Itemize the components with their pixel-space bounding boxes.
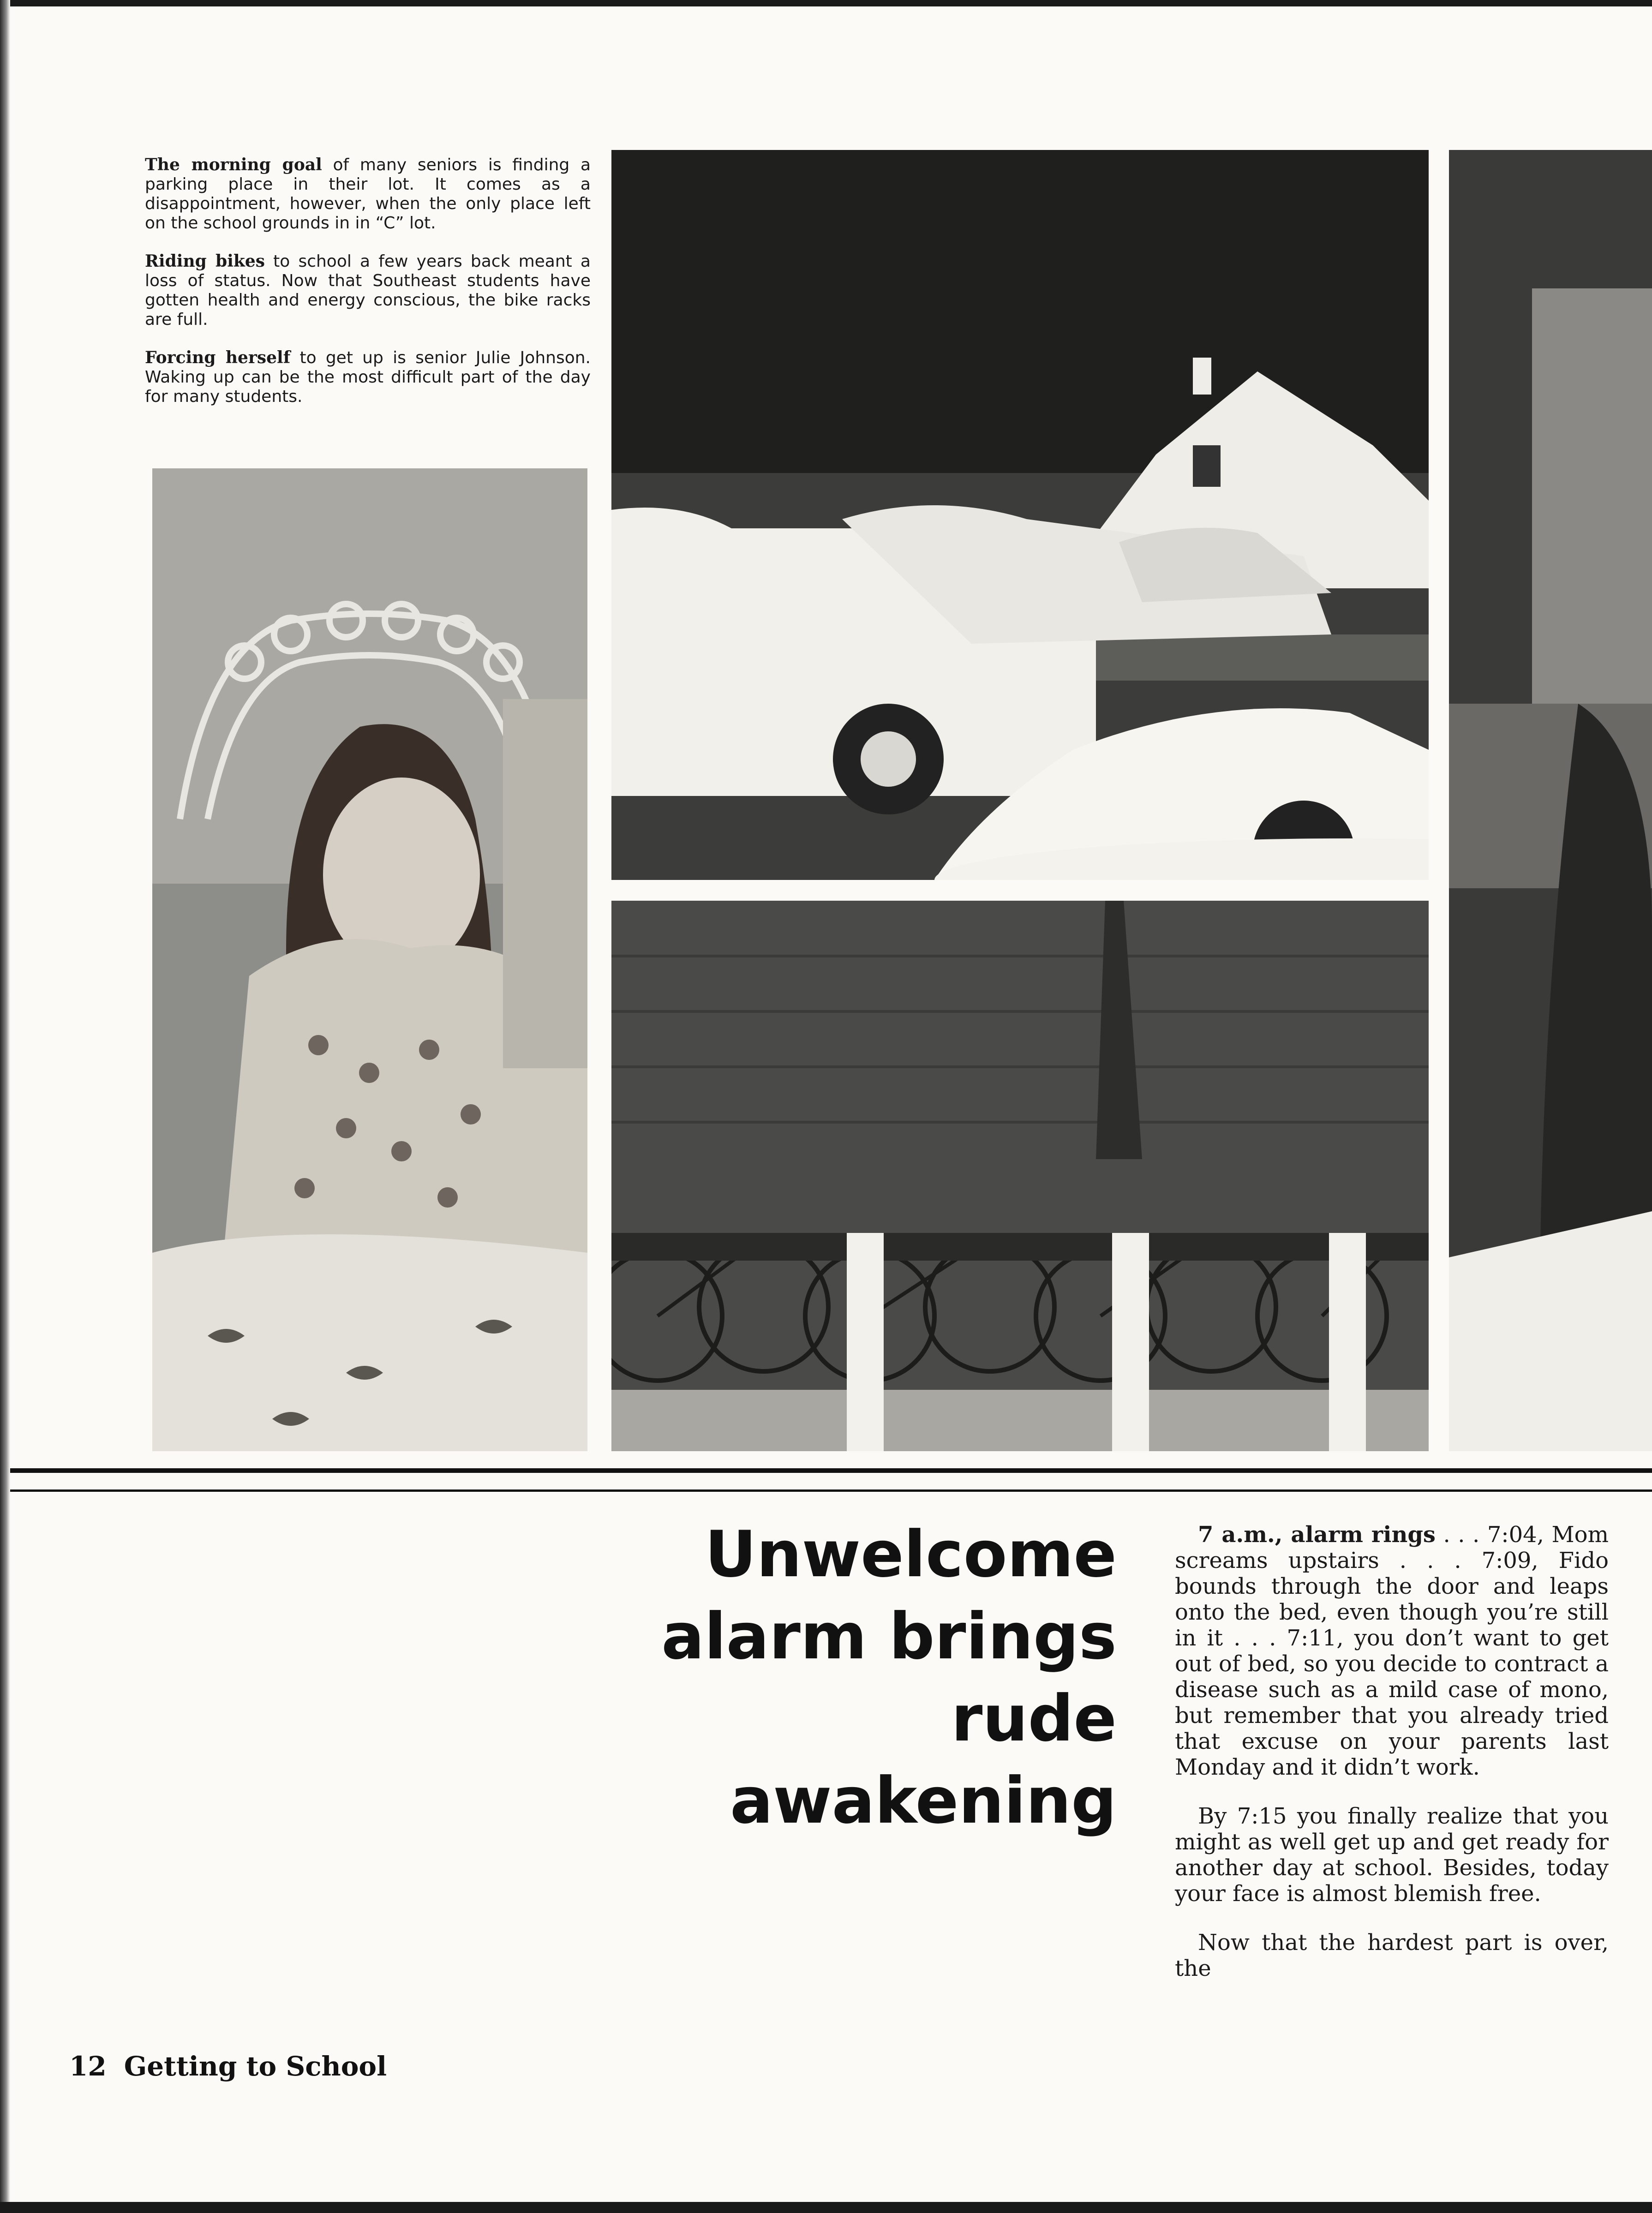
page-bottom-edge (0, 2202, 1652, 2213)
caption-parking-text: of many seniors is finding a parking place in their lot. It comes as a disappointment, however, when the only place left on the school grounds in in “C” lot. (145, 156, 591, 233)
page-binding-edge (0, 0, 10, 2213)
photo-girl-waking-up (152, 468, 587, 1451)
page-number: 12 (69, 2051, 107, 2082)
section-rule-thick (10, 1468, 1652, 1473)
page-top-edge (0, 0, 1652, 6)
headline-line-2: alarm brings (661, 1599, 1117, 1674)
article-body (1175, 1522, 1609, 2004)
caption-waking (145, 348, 591, 407)
photo-right-edge-partial (1449, 150, 1652, 1451)
section-title: Getting to School (124, 2051, 387, 2082)
article-paragraph-1 (1175, 1522, 1609, 1780)
caption-parking-lead: The morning goal (145, 155, 322, 174)
headline (554, 1513, 1117, 1842)
headline-line-1: Unwelcome (705, 1517, 1117, 1591)
caption-waking-text: to get up is senior Julie Johnson. Waking up can be the most difficult part of the day for many students. (145, 348, 591, 406)
caption-bikes (145, 251, 591, 329)
caption-waking-lead: Forcing herself (145, 348, 291, 367)
caption-bikes-text: to school a few years back meant a loss of status. Now that Southeast students have gotten health and energy conscious, the bike racks are full. (145, 252, 591, 329)
page-folio (69, 2051, 387, 2082)
article-paragraph-2: By 7:15 you finally realize that you might as well get up and get ready for another day at school. Besides, today your face is almost blemish free. (1175, 1803, 1609, 1907)
article-paragraph-3: Now that the hardest part is over, the (1175, 1930, 1609, 1981)
caption-bikes-lead: Riding bikes (145, 251, 265, 271)
section-rule-thin (10, 1489, 1652, 1492)
headline-line-3: rude awakening (730, 1681, 1117, 1838)
photo-bike-racks (611, 901, 1429, 1451)
caption-parking (145, 155, 591, 233)
article-lead: 7 a.m., alarm rings (1198, 1522, 1436, 1548)
photo-parking-lot (611, 150, 1429, 880)
photo-captions (145, 155, 591, 425)
article-paragraph-1-text: . . . 7:04, Mom screams upstairs . . . 7:09, Fido bounds through the door and leaps onto the bed, even though you’re still in it . . . 7:11, you don’t want to get out of bed, so you decide to contract a disease such as a mild case of mono, but remember that you already tried that excuse on your parents last Monday and it didn’t work. (1175, 1522, 1609, 1780)
